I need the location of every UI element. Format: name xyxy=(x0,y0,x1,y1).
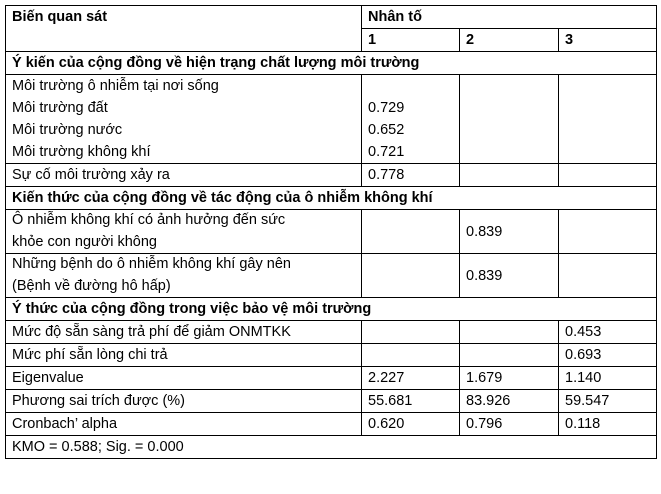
factor-3-number: 3 xyxy=(559,29,657,52)
cell-value: 0.652 xyxy=(368,122,405,138)
header-row xyxy=(6,6,657,29)
cell-value xyxy=(559,164,657,187)
header-factor: Nhân tố xyxy=(362,6,657,29)
table-row xyxy=(6,210,657,254)
cell-value: 0.796 xyxy=(460,413,559,436)
cell-value xyxy=(559,210,657,254)
row-label-line: Ô nhiễm không khí có ảnh hưởng đến sức xyxy=(12,212,286,228)
cell-value: 0.721 xyxy=(368,144,405,160)
table-row xyxy=(6,321,657,344)
factor-2-number: 2 xyxy=(460,29,559,52)
row-label: Mức độ sẵn sàng trả phí để giảm ONMTKK xyxy=(6,321,362,344)
environment-group-f3 xyxy=(559,75,657,164)
cell-value: 0.118 xyxy=(559,413,657,436)
table-row xyxy=(6,164,657,187)
table-row xyxy=(6,254,657,298)
cell-value: 0.729 xyxy=(368,100,405,116)
row-label: Phương sai trích được (%) xyxy=(6,390,362,413)
row-label: Môi trường đất xyxy=(12,100,108,116)
factor-1-number: 1 xyxy=(362,29,460,52)
cell-value: 0.620 xyxy=(362,413,460,436)
environment-group-f1 xyxy=(362,75,460,164)
cell-value xyxy=(362,210,460,254)
stats-row-eigenvalue xyxy=(6,367,657,390)
row-label-line: (Bệnh về đường hô hấp) xyxy=(12,277,171,294)
header-variable: Biến quan sát xyxy=(6,6,362,52)
stats-row-variance xyxy=(6,390,657,413)
section-1-title: Ý kiến của cộng đồng về hiện trạng chất lượng môi trường xyxy=(6,52,657,75)
cell-value xyxy=(362,344,460,367)
table-row xyxy=(6,344,657,367)
row-label: Mức phí sẵn lòng chi trả xyxy=(6,344,362,367)
row-label: Cronbach’ alpha xyxy=(6,413,362,436)
row-label: Môi trường không khí xyxy=(12,144,151,160)
row-label: Eigenvalue xyxy=(6,367,362,390)
environment-group-f2 xyxy=(460,75,559,164)
row-label xyxy=(6,254,362,298)
cell-value: 0.693 xyxy=(559,344,657,367)
section-2-title: Kiến thức của cộng đồng về tác động của ô nhiễm không khí xyxy=(6,187,657,210)
cell-value xyxy=(362,254,460,298)
section-title-row xyxy=(6,52,657,75)
cell-value xyxy=(460,164,559,187)
cell-value: 1.140 xyxy=(559,367,657,390)
row-label-line: khỏe con người không xyxy=(12,233,157,250)
cell-value xyxy=(368,75,453,97)
cell-value: 1.679 xyxy=(460,367,559,390)
cell-value xyxy=(460,321,559,344)
cell-value xyxy=(460,344,559,367)
cell-value xyxy=(362,321,460,344)
cell-value: 59.547 xyxy=(559,390,657,413)
factor-analysis-table xyxy=(5,5,657,459)
row-label: Môi trường ô nhiễm tại nơi sống xyxy=(12,78,219,94)
footer-row xyxy=(6,436,657,459)
cell-value: 2.227 xyxy=(362,367,460,390)
kmo-sig-note: KMO = 0.588; Sig. = 0.000 xyxy=(6,436,657,459)
row-label xyxy=(6,210,362,254)
cell-value: 0.839 xyxy=(460,210,559,254)
table-row xyxy=(6,75,657,164)
cell-value: 0.778 xyxy=(362,164,460,187)
row-label: Sự cố môi trường xảy ra xyxy=(6,164,362,187)
section-title-row xyxy=(6,298,657,321)
cell-value xyxy=(559,254,657,298)
environment-group-labels xyxy=(6,75,362,164)
cell-value: 0.453 xyxy=(559,321,657,344)
row-label: Môi trường nước xyxy=(12,122,123,138)
row-label-line: Những bệnh do ô nhiễm không khí gây nên xyxy=(12,256,291,272)
cell-value: 83.926 xyxy=(460,390,559,413)
section-3-title: Ý thức của cộng đồng trong việc bảo vệ môi trường xyxy=(6,298,657,321)
cell-value: 0.839 xyxy=(460,254,559,298)
cell-value: 55.681 xyxy=(362,390,460,413)
stats-row-cronbach xyxy=(6,413,657,436)
section-title-row xyxy=(6,187,657,210)
